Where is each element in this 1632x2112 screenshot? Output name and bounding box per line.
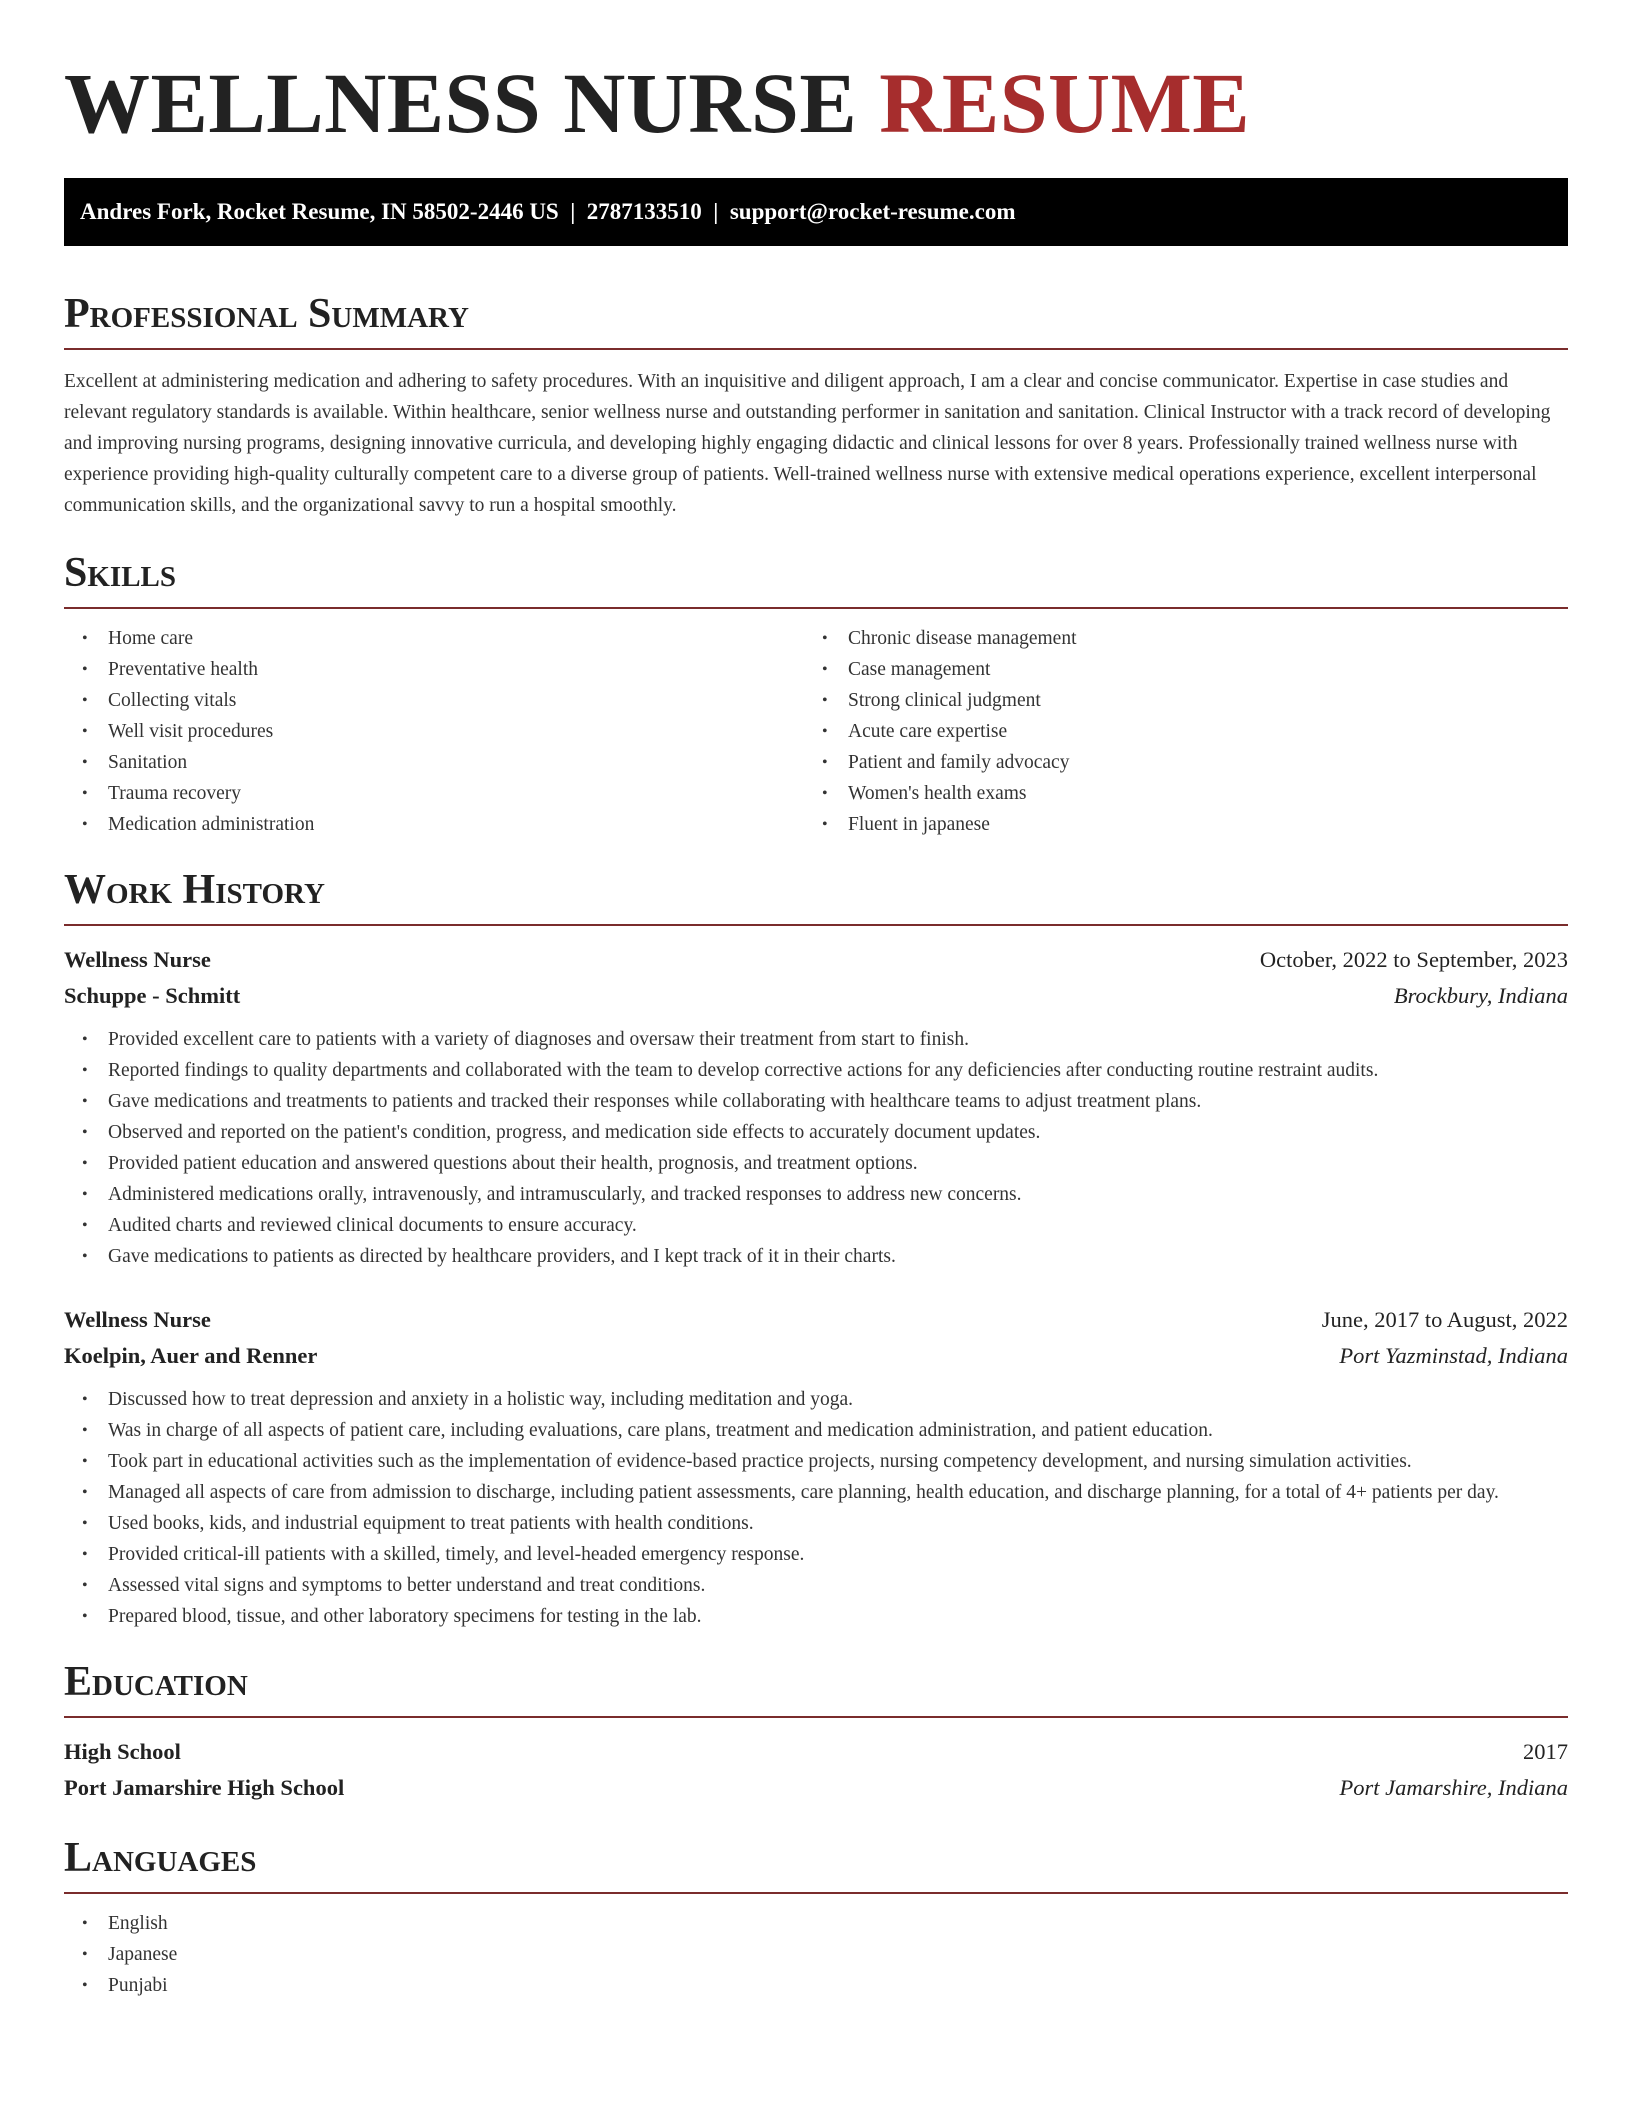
job-duties [64,1384,1568,1632]
bullet-icon: • [82,1186,88,1203]
list-item: • Women's health exams [848,778,1568,809]
bullet-icon: • [822,723,828,740]
list-item: • Acute care expertise [848,716,1568,747]
list-item: • Administered medications orally, intravenously, and intramuscularly, and tracked responses to address new concerns. [108,1179,1568,1210]
job-dates: October, 2022 to September, 2023 [1259,947,1568,972]
bullet-icon: • [82,1031,88,1048]
languages-heading: Languages [64,1835,257,1881]
bullet-icon: • [82,816,88,833]
contact-info: Andres Fork, Rocket Resume, IN 58502-2446 US | 2787133510 | support@rocket-resume.com [80,199,1016,224]
bullet-icon: • [822,630,828,647]
bullet-icon: • [82,1453,88,1470]
list-item: • Well visit procedures [108,716,804,747]
bullet-icon: • [82,723,88,740]
summary-heading: Professional Summary [64,291,469,337]
bullet-icon: • [82,661,88,678]
list-item: • Provided patient education and answered questions about their health, prognosis, and treatment options. [108,1148,1568,1179]
job-company-row [64,1338,1568,1374]
skills-section [64,549,1568,840]
education-degree: High School [64,1739,181,1764]
skills-heading: Skills [64,550,177,596]
job-title: Wellness Nurse [64,1307,211,1332]
list-item: • English [108,1908,1568,1939]
job-entry [64,1302,1568,1632]
bullet-icon: • [82,1577,88,1594]
education-year: 2017 [1523,1739,1568,1764]
bullet-icon: • [82,785,88,802]
list-item: • Sanitation [108,747,804,778]
skills-grid [64,623,1568,840]
resume-title [64,54,1568,152]
list-item: • Prepared blood, tissue, and other laboratory specimens for testing in the lab. [108,1601,1568,1632]
list-item: • Case management [848,654,1568,685]
education-school-row [64,1770,1568,1806]
job-location: Port Yazminstad, Indiana [1339,1343,1568,1368]
list-item: • Took part in educational activities such as the implementation of evidence-based practice projects, nursing competency development, and nursing simulation activities. [108,1446,1568,1477]
list-item: • Punjabi [108,1970,1568,2001]
list-item: • Discussed how to treat depression and anxiety in a holistic way, including meditation and yoga. [108,1384,1568,1415]
bullet-icon: • [82,1546,88,1563]
summary-section [64,290,1568,521]
skills-list-right [804,623,1568,840]
list-item: • Fluent in japanese [848,809,1568,840]
list-item: • Home care [108,623,804,654]
job-dates: June, 2017 to August, 2022 [1321,1307,1568,1332]
section-divider [64,1716,1568,1718]
list-item: • Gave medications to patients as directed by healthcare providers, and I kept track of it in their charts. [108,1241,1568,1272]
education-degree-row [64,1734,1568,1770]
job-company-row [64,978,1568,1014]
title-main: WELLNESS NURSE [64,55,858,151]
section-divider [64,924,1568,926]
list-item: • Medication administration [108,809,804,840]
job-location: Brockbury, Indiana [1393,983,1568,1008]
bullet-icon: • [82,1062,88,1079]
list-item: • Assessed vital signs and symptoms to better understand and treat conditions. [108,1570,1568,1601]
section-divider [64,348,1568,350]
languages-list [64,1908,1568,2001]
list-item: • Patient and family advocacy [848,747,1568,778]
bullet-icon: • [822,661,828,678]
job-title-row [64,1302,1568,1338]
list-item: • Japanese [108,1939,1568,1970]
bullet-icon: • [82,1484,88,1501]
work-section [64,866,1568,1632]
job-duties [64,1024,1568,1272]
job-company: Schuppe - Schmitt [64,983,241,1008]
education-heading: Education [64,1659,248,1705]
title-accent: RESUME [879,55,1251,151]
bullet-icon: • [82,692,88,709]
list-item: • Managed all aspects of care from admission to discharge, including patient assessments, care planning, health education, and discharge planning, for a total of 4+ patients per day. [108,1477,1568,1508]
education-section [64,1658,1568,1806]
list-item: • Provided critical-ill patients with a skilled, timely, and level-headed emergency response. [108,1539,1568,1570]
bullet-icon: • [82,1977,88,1994]
section-divider [64,1892,1568,1894]
bullet-icon: • [82,1155,88,1172]
bullet-icon: • [82,1422,88,1439]
languages-section [64,1834,1568,2001]
job-company: Koelpin, Auer and Renner [64,1343,318,1368]
job-title: Wellness Nurse [64,947,211,972]
education-location: Port Jamarshire, Indiana [1339,1775,1568,1800]
list-item: • Preventative health [108,654,804,685]
education-school: Port Jamarshire High School [64,1775,345,1800]
job-title-row [64,942,1568,978]
list-item: • Collecting vitals [108,685,804,716]
list-item: • Audited charts and reviewed clinical documents to ensure accuracy. [108,1210,1568,1241]
bullet-icon: • [82,754,88,771]
bullet-icon: • [822,754,828,771]
bullet-icon: • [82,630,88,647]
bullet-icon: • [822,692,828,709]
bullet-icon: • [82,1915,88,1932]
bullet-icon: • [82,1391,88,1408]
resume-page [64,0,1568,2001]
bullet-icon: • [82,1515,88,1532]
work-heading: Work History [64,867,325,913]
list-item: • Reported findings to quality departments and collaborated with the team to develop corrective actions for any deficiencies after conducting routine restraint audits. [108,1055,1568,1086]
list-item: • Provided excellent care to patients with a variety of diagnoses and oversaw their treatment from start to finish. [108,1024,1568,1055]
bullet-icon: • [822,816,828,833]
list-item: • Was in charge of all aspects of patient care, including evaluations, care plans, treatment and medication administration, and patient education. [108,1415,1568,1446]
education-entry [64,1734,1568,1806]
section-divider [64,607,1568,609]
bullet-icon: • [82,1248,88,1265]
bullet-icon: • [82,1608,88,1625]
bullet-icon: • [822,785,828,802]
skills-list-left [64,623,804,840]
bullet-icon: • [82,1124,88,1141]
contact-bar [64,178,1568,246]
bullet-icon: • [82,1946,88,1963]
list-item: • Used books, kids, and industrial equipment to treat patients with health conditions. [108,1508,1568,1539]
bullet-icon: • [82,1217,88,1234]
list-item: • Observed and reported on the patient's condition, progress, and medication side effects to accurately document updates. [108,1117,1568,1148]
list-item: • Trauma recovery [108,778,804,809]
bullet-icon: • [82,1093,88,1110]
summary-text: Excellent at administering medication and adhering to safety procedures. With an inquisitive and diligent approach, I am a clear and concise communicator. Expertise in case studies and relevant regulatory standards is available. Within healthcare, senior wellness nurse and outstanding performer in sanitation and sanitation. Clinical Instructor with a track record of developing and improving nursing programs, designing innovative curricula, and developing highly engaging didactic and clinical lessons for over 8 years. Professionally trained wellness nurse with experience providing high-quality culturally competent care to a diverse group of patients. Well-trained wellness nurse with extensive medical operations experience, excellent interpersonal communication skills, and the organizational savvy to run a hospital smoothly. [64,371,1551,516]
list-item: • Gave medications and treatments to patients and tracked their responses while collaborating with healthcare teams to adjust treatment plans. [108,1086,1568,1117]
job-entry [64,942,1568,1272]
list-item: • Strong clinical judgment [848,685,1568,716]
list-item: • Chronic disease management [848,623,1568,654]
